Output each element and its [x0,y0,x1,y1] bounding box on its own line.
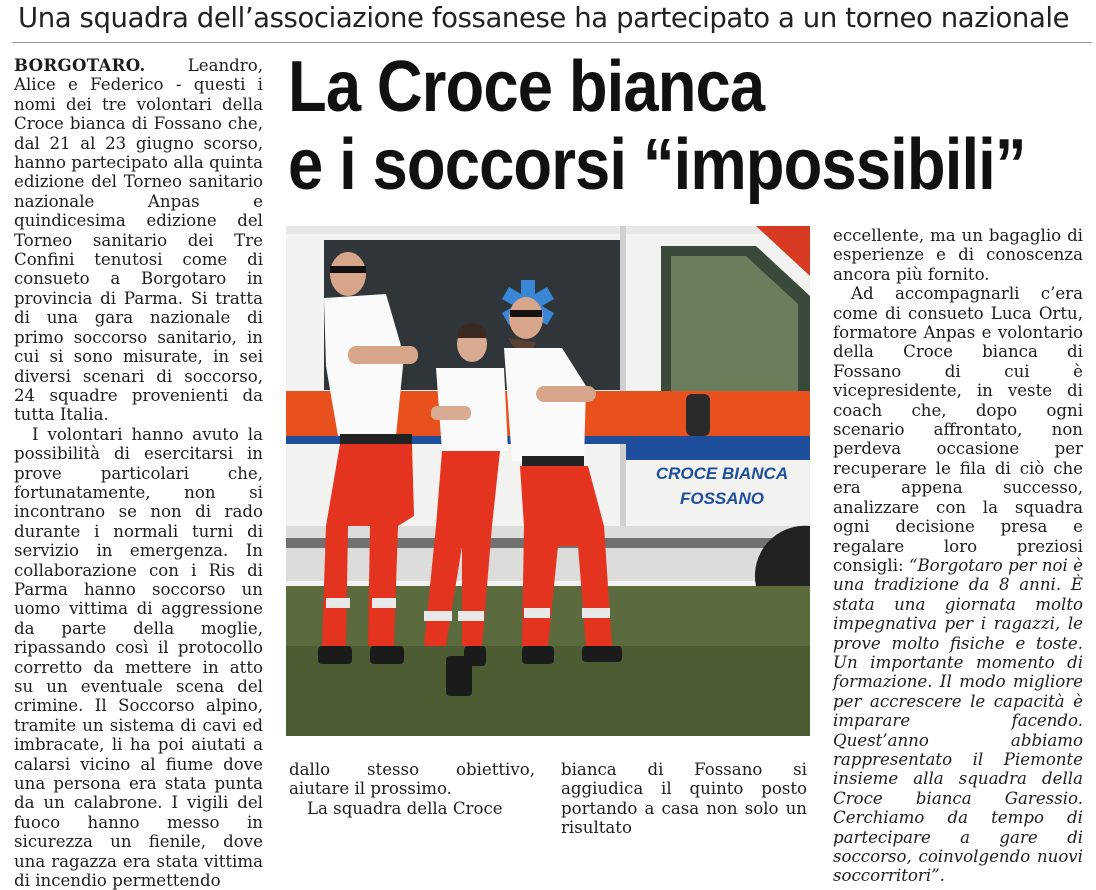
column-4-paragraph-2 [833,284,1083,886]
headline-line-2: e i soccorsi “impossibili” [288,125,1026,205]
column-4-paragraph-1: eccellente, ma un bagaglio di esperienze e di conoscenza ancora più fornito. [833,226,1083,284]
dateline: BORGOTARO. [14,55,146,75]
column-3-paragraph-1: bianca di Fossano si aggiudica il quinto posto portando a casa non solo un risultato [561,760,807,838]
article-headline [288,47,1026,205]
column-2-paragraph-1: dallo stesso obiettivo, aiutare il prossimo. [289,760,535,799]
van-label-line-1: CROCE BIANCA [655,464,789,483]
column-2-paragraph-2: La squadra della Croce [307,798,503,818]
column-1-text-1: Leandro, Alice e Federico - questi i nomi dei tre volontari della Croce bianca di Fossano che, dal 21 al 23 giugno scorso, hanno partecipato alla quinta edizione del Torneo sanitario nazionale Anpas e quindicesima edizione del Torneo sanitario dei Tre Confini tenutosi come di consueto a Borgotaro in provincia di Parma. Si tratta di una gara nazionale di primo soccorso sanitario, in cui si sono misurate, in sei diversi scenari di soccorso, 24 squadre provenienti da tutta Italia. [14,56,263,425]
column-4-text-intro: Ad accompagnarli c’era come di consueto Luca Ortu, formatore Anpas e volontario della Croce bianca di Fossano di cui è vicepresidente, in veste di coach che, dopo ogni scenario affrontato, non perdeva occasione per recuperare le fila di ciò che era appena successo, analizzare con la squadra ogni decisione presa e regalare loro preziosi consigli: [833,284,1083,575]
article-column-4 [833,226,1083,886]
column-1-paragraph-1 [14,56,263,425]
ambulance-team-photo [286,226,810,736]
kicker-rule [12,42,1092,43]
article-column-3 [561,760,807,836]
column-1-paragraph-2: I volontari hanno avuto la possibilità di esercitarsi in prove particolari che, fortunatamente, non si incontrano se non di rado durante i normali turni di servizio in emergenza. In collaborazione con i Ris di Parma hanno soccorso un uomo vittima di aggressione da parte della moglie, ripassando così il protocollo corretto da mettere in atto su un eventuale scena del crimine. Il Soccorso alpino, tramite un sistema di cavi ed imbracate, li ha poi aiutati a calarsi vicino al fiume dove una persona era stata punta da un calabrone. I vigili del fuoco hanno messo in sicurezza un fienile, dove una ragazza era stata vittima di incendio permettendo [14,424,263,890]
article-photo [286,226,810,736]
coach-quote: “Borgotaro per noi è una tradizione da 8 anni. È stata una giornata molto impegnativa per i ragazzi, le prove molto fisiche e toste. Un importante momento di formazione. Il modo migliore per accrescere le capacità è imparare facendo. Quest’anno abbiamo rappresentato il Piemonte insieme alla squadra della Croce bianca Garessio. Cerchiamo da tempo di partecipare a gare di soccorso, coinvolgendo nuovi soccorritori”. [833,555,1083,886]
van-label-line-2: FOSSANO [679,489,765,508]
article-column-2 [289,760,535,836]
headline-line-1: La Croce bianca [288,47,765,127]
article-kicker: Una squadra dell’associazione fossanese ha partecipato a un torneo nazionale [18,2,1070,34]
article-column-1 [14,55,263,890]
